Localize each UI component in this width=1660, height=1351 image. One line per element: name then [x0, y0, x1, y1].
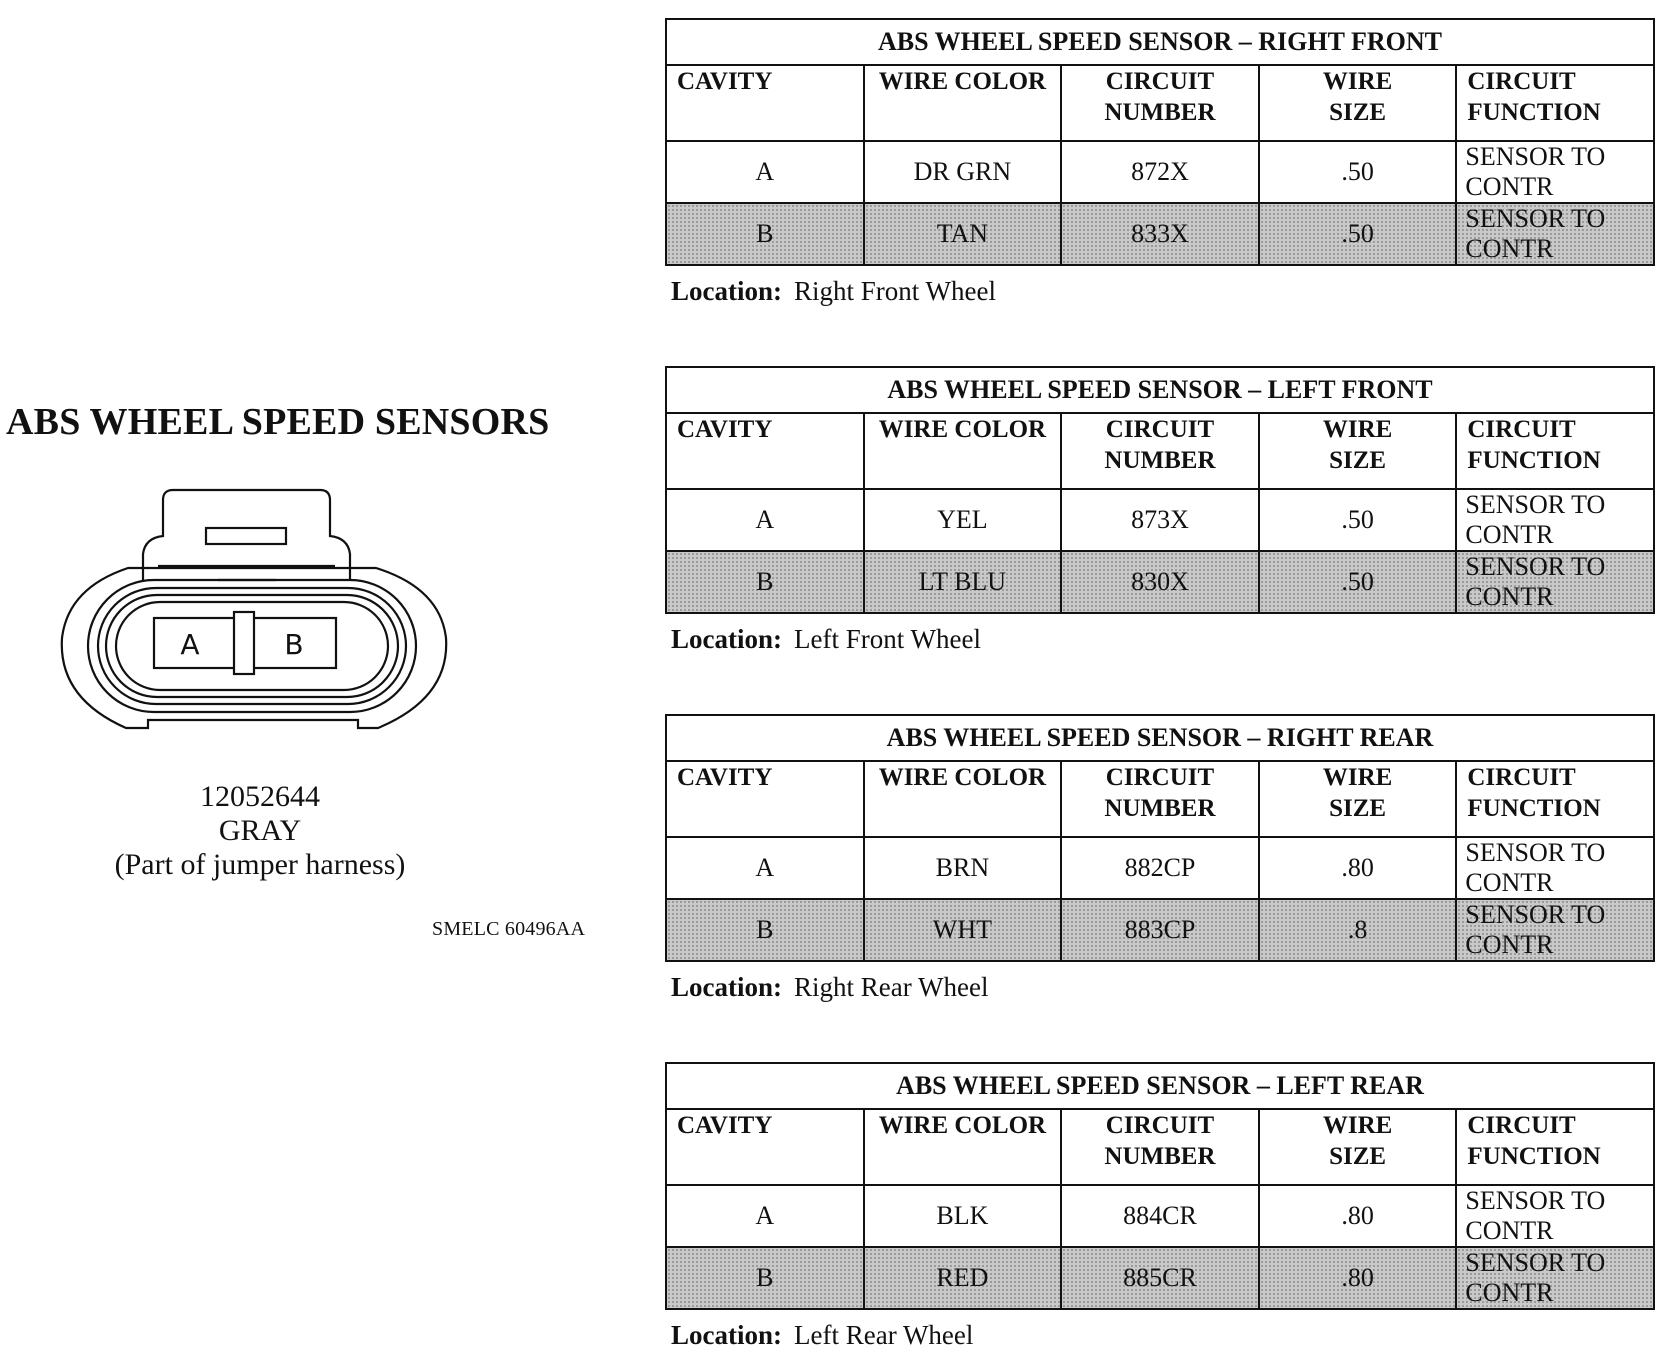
pin-a-label: A [180, 628, 200, 661]
connector-note: (Part of jumper harness) [114, 848, 406, 881]
pin-table [665, 366, 1655, 614]
table-title: ABS WHEEL SPEED SENSOR – RIGHT FRONT [666, 19, 1654, 65]
pin-b-label: B [284, 628, 304, 661]
connector-title: ABS WHEEL SPEED SENSORS [6, 401, 550, 443]
table-block-right-rear [665, 714, 1655, 1003]
table-block-left-rear [665, 1062, 1655, 1351]
table-row: B RED 885CR .80 SENSOR TO CONTR [666, 1247, 1654, 1309]
table-row: A DR GRN 872X .50 SENSOR TO CONTR [666, 141, 1654, 203]
header-wire-color: WIRE COLOR [864, 65, 1062, 141]
header-circuit-number: CIRCUIT NUMBER [1061, 761, 1259, 837]
header-wire-size: WIRE SIZE [1259, 761, 1457, 837]
part-number: 12052644 [200, 780, 320, 813]
table-row: A BRN 882CP .80 SENSOR TO CONTR [666, 837, 1654, 899]
header-wire-color: WIRE COLOR [864, 413, 1062, 489]
header-circuit-function: CIRCUIT FUNCTION [1456, 413, 1654, 489]
location-line: Location: Right Front Wheel [671, 276, 996, 306]
connector-info [70, 780, 450, 882]
location-line: Location: Left Rear Wheel [671, 1320, 974, 1350]
header-circuit-function: CIRCUIT FUNCTION [1456, 65, 1654, 141]
table-row: A YEL 873X .50 SENSOR TO CONTR [666, 489, 1654, 551]
header-wire-color: WIRE COLOR [864, 1109, 1062, 1185]
header-circuit-function: CIRCUIT FUNCTION [1456, 761, 1654, 837]
location-line: Location: Left Front Wheel [671, 624, 981, 654]
table-block-right-front [665, 18, 1655, 307]
header-wire-size: WIRE SIZE [1259, 65, 1457, 141]
table-title: ABS WHEEL SPEED SENSOR – RIGHT REAR [666, 715, 1654, 761]
pin-table [665, 1062, 1655, 1310]
location-line: Location: Right Rear Wheel [671, 972, 989, 1002]
pin-table [665, 18, 1655, 266]
table-title: ABS WHEEL SPEED SENSOR – LEFT FRONT [666, 367, 1654, 413]
table-row: B TAN 833X .50 SENSOR TO CONTR [666, 203, 1654, 265]
header-wire-size: WIRE SIZE [1259, 1109, 1457, 1185]
table-block-left-front [665, 366, 1655, 655]
header-circuit-number: CIRCUIT NUMBER [1061, 413, 1259, 489]
header-cavity: CAVITY [666, 413, 864, 489]
table-row: B WHT 883CP .8 SENSOR TO CONTR [666, 899, 1654, 961]
connector-diagram [58, 488, 448, 780]
header-circuit-function: CIRCUIT FUNCTION [1456, 1109, 1654, 1185]
header-wire-color: WIRE COLOR [864, 761, 1062, 837]
header-cavity: CAVITY [666, 1109, 864, 1185]
table-row: A BLK 884CR .80 SENSOR TO CONTR [666, 1185, 1654, 1247]
table-row: B LT BLU 830X .50 SENSOR TO CONTR [666, 551, 1654, 613]
header-cavity: CAVITY [666, 761, 864, 837]
header-circuit-number: CIRCUIT NUMBER [1061, 65, 1259, 141]
table-title: ABS WHEEL SPEED SENSOR – LEFT REAR [666, 1063, 1654, 1109]
header-circuit-number: CIRCUIT NUMBER [1061, 1109, 1259, 1185]
reference-code: SMELC 60496AA [432, 918, 586, 940]
connector-color: GRAY [218, 814, 302, 847]
pin-table [665, 714, 1655, 962]
header-wire-size: WIRE SIZE [1259, 413, 1457, 489]
header-cavity: CAVITY [666, 65, 864, 141]
